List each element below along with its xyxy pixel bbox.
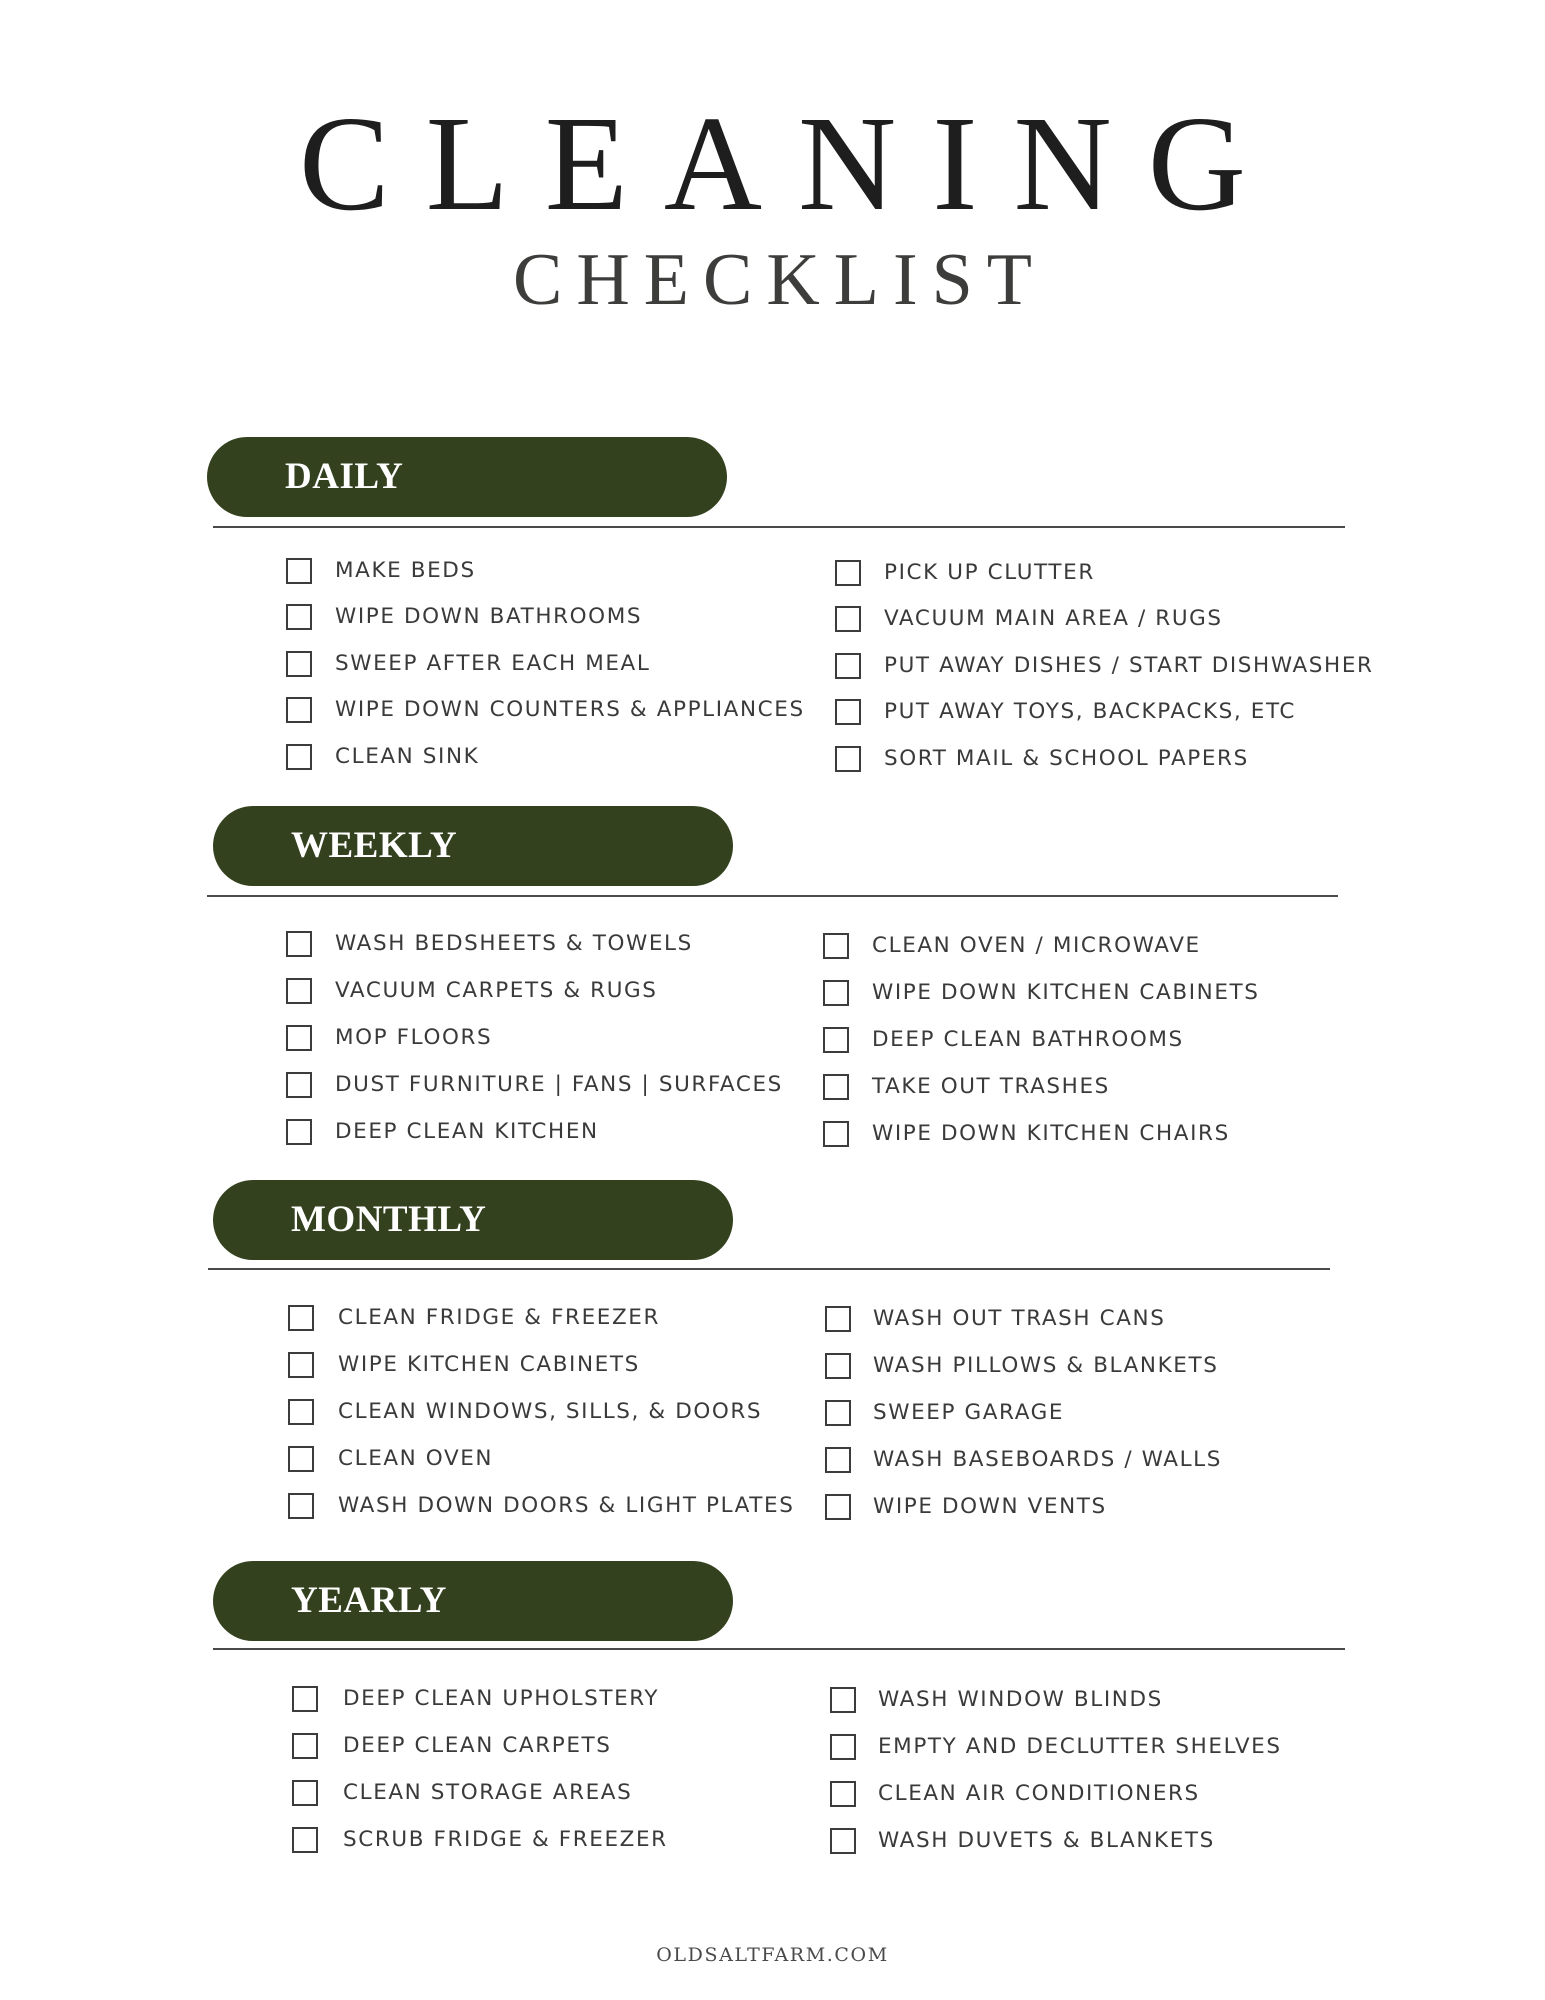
item-label: DUST FURNITURE | FANS | SURFACES [335,1072,783,1097]
checkbox[interactable] [823,1027,849,1053]
checkbox[interactable] [286,697,312,723]
checkbox[interactable] [292,1686,318,1712]
section-divider [213,1648,1345,1650]
checkbox[interactable] [286,744,312,770]
item-label: SCRUB FRIDGE & FREEZER [343,1827,668,1852]
checkbox[interactable] [286,651,312,677]
section-header-pill [213,806,733,886]
item-label: WIPE DOWN KITCHEN CABINETS [872,980,1260,1005]
checklist-item[interactable] [292,1822,668,1858]
checkbox[interactable] [292,1733,318,1759]
checkbox[interactable] [825,1494,851,1520]
item-label: SWEEP GARAGE [873,1400,1065,1425]
checklist-item[interactable] [823,1069,1110,1105]
checkbox[interactable] [825,1306,851,1332]
checklist-item[interactable] [830,1729,1282,1765]
checklist-item[interactable] [286,599,643,635]
section-header-pill [213,1180,733,1260]
checklist-item[interactable] [830,1823,1215,1859]
checklist-item[interactable] [286,739,480,775]
checkbox[interactable] [825,1353,851,1379]
checkbox[interactable] [835,560,861,586]
checklist-item[interactable] [286,1067,783,1103]
item-label: WASH WINDOW BLINDS [878,1687,1163,1712]
checklist-item[interactable] [835,741,1249,777]
checklist-item[interactable] [288,1488,795,1524]
item-label: CLEAN SINK [335,744,480,769]
item-label: MOP FLOORS [335,1025,493,1050]
checkbox[interactable] [288,1305,314,1331]
checkbox[interactable] [823,933,849,959]
item-label: TAKE OUT TRASHES [872,1074,1110,1099]
checkbox[interactable] [286,604,312,630]
checkbox[interactable] [830,1828,856,1854]
checkbox[interactable] [830,1734,856,1760]
item-label: PUT AWAY TOYS, BACKPACKS, ETC [884,699,1297,724]
checkbox[interactable] [288,1493,314,1519]
item-label: DEEP CLEAN UPHOLSTERY [343,1686,660,1711]
item-label: DEEP CLEAN BATHROOMS [872,1027,1184,1052]
checklist-item[interactable] [835,555,1095,591]
checklist-item[interactable] [835,694,1297,730]
checklist-item[interactable] [825,1301,1166,1337]
item-label: VACUUM CARPETS & RUGS [335,978,658,1003]
checkbox[interactable] [286,931,312,957]
checkbox[interactable] [286,558,312,584]
item-label: CLEAN OVEN / MICROWAVE [872,933,1201,958]
checklist-item[interactable] [823,928,1201,964]
item-label: WIPE DOWN KITCHEN CHAIRS [872,1121,1230,1146]
checklist-item[interactable] [288,1394,763,1430]
item-label: MAKE BEDS [335,558,476,583]
item-label: WIPE KITCHEN CABINETS [338,1352,640,1377]
item-label: VACUUM MAIN AREA / RUGS [884,606,1223,631]
item-label: CLEAN AIR CONDITIONERS [878,1781,1200,1806]
item-label: WASH BASEBOARDS / WALLS [873,1447,1223,1472]
item-label: WIPE DOWN COUNTERS & APPLIANCES [335,697,805,722]
checklist-item[interactable] [823,1116,1230,1152]
item-label: EMPTY AND DECLUTTER SHELVES [878,1734,1282,1759]
section-title: WEEKLY [291,825,458,866]
item-label: SORT MAIL & SCHOOL PAPERS [884,746,1249,771]
checkbox[interactable] [292,1827,318,1853]
checklist-item[interactable] [286,692,805,728]
checklist-item[interactable] [830,1776,1200,1812]
checklist-item[interactable] [286,1114,599,1150]
item-label: DEEP CLEAN KITCHEN [335,1119,599,1144]
checklist-item[interactable] [292,1775,633,1811]
item-label: CLEAN FRIDGE & FREEZER [338,1305,661,1330]
checklist-item[interactable] [288,1347,640,1383]
checklist-item[interactable] [288,1300,661,1336]
checklist-item[interactable] [286,553,476,589]
checklist-item[interactable] [825,1489,1107,1525]
checkbox[interactable] [825,1400,851,1426]
checkbox[interactable] [286,1119,312,1145]
checklist-item[interactable] [286,926,693,962]
checklist-item[interactable] [825,1348,1219,1384]
item-label: DEEP CLEAN CARPETS [343,1733,612,1758]
checkbox[interactable] [830,1781,856,1807]
checklist-item[interactable] [835,601,1223,637]
section-divider [208,1268,1330,1270]
checklist-item[interactable] [823,1022,1184,1058]
checkbox[interactable] [823,1074,849,1100]
item-label: WIPE DOWN BATHROOMS [335,604,643,629]
checklist-item[interactable] [286,1020,493,1056]
checklist-item[interactable] [835,648,1374,684]
checkbox[interactable] [835,653,861,679]
item-label: WASH DOWN DOORS & LIGHT PLATES [338,1493,795,1518]
section-title: DAILY [285,456,404,497]
checklist-item[interactable] [288,1441,494,1477]
checkbox[interactable] [825,1447,851,1473]
section-title: YEARLY [291,1580,447,1621]
item-label: CLEAN WINDOWS, SILLS, & DOORS [338,1399,763,1424]
checkbox[interactable] [835,746,861,772]
checkbox[interactable] [286,1025,312,1051]
checkbox[interactable] [288,1399,314,1425]
checkbox[interactable] [288,1352,314,1378]
checkbox[interactable] [286,1072,312,1098]
section-divider [207,895,1338,897]
checkbox[interactable] [823,980,849,1006]
checkbox[interactable] [286,978,312,1004]
footer-website: OLDSALTFARM.COM [656,1944,889,1966]
item-label: WIPE DOWN VENTS [873,1494,1107,1519]
checklist-item[interactable] [292,1728,612,1764]
item-label: WASH PILLOWS & BLANKETS [873,1353,1219,1378]
item-label: PICK UP CLUTTER [884,560,1095,585]
item-label: WASH OUT TRASH CANS [873,1306,1166,1331]
page-title: CLEANING [298,89,1282,239]
section-divider [213,526,1345,528]
checklist-item[interactable] [825,1442,1223,1478]
page-subtitle: CHECKLIST [513,239,1046,321]
item-label: WASH DUVETS & BLANKETS [878,1828,1215,1853]
checklist-item[interactable] [825,1395,1065,1431]
item-label: CLEAN OVEN [338,1446,494,1471]
checklist-item[interactable] [286,646,651,682]
item-label: PUT AWAY DISHES / START DISHWASHER [884,653,1374,678]
section-title: MONTHLY [291,1199,487,1240]
checkbox[interactable] [830,1687,856,1713]
checklist-item[interactable] [292,1681,660,1717]
checklist-item[interactable] [286,973,658,1009]
checkbox[interactable] [292,1780,318,1806]
section-header-pill [207,437,727,517]
checklist-item[interactable] [830,1682,1163,1718]
checkbox[interactable] [835,606,861,632]
checklist-item[interactable] [823,975,1260,1011]
checkbox[interactable] [835,699,861,725]
checkbox[interactable] [823,1121,849,1147]
item-label: SWEEP AFTER EACH MEAL [335,651,651,676]
section-header-pill [213,1561,733,1641]
checkbox[interactable] [288,1446,314,1472]
item-label: CLEAN STORAGE AREAS [343,1780,633,1805]
item-label: WASH BEDSHEETS & TOWELS [335,931,693,956]
